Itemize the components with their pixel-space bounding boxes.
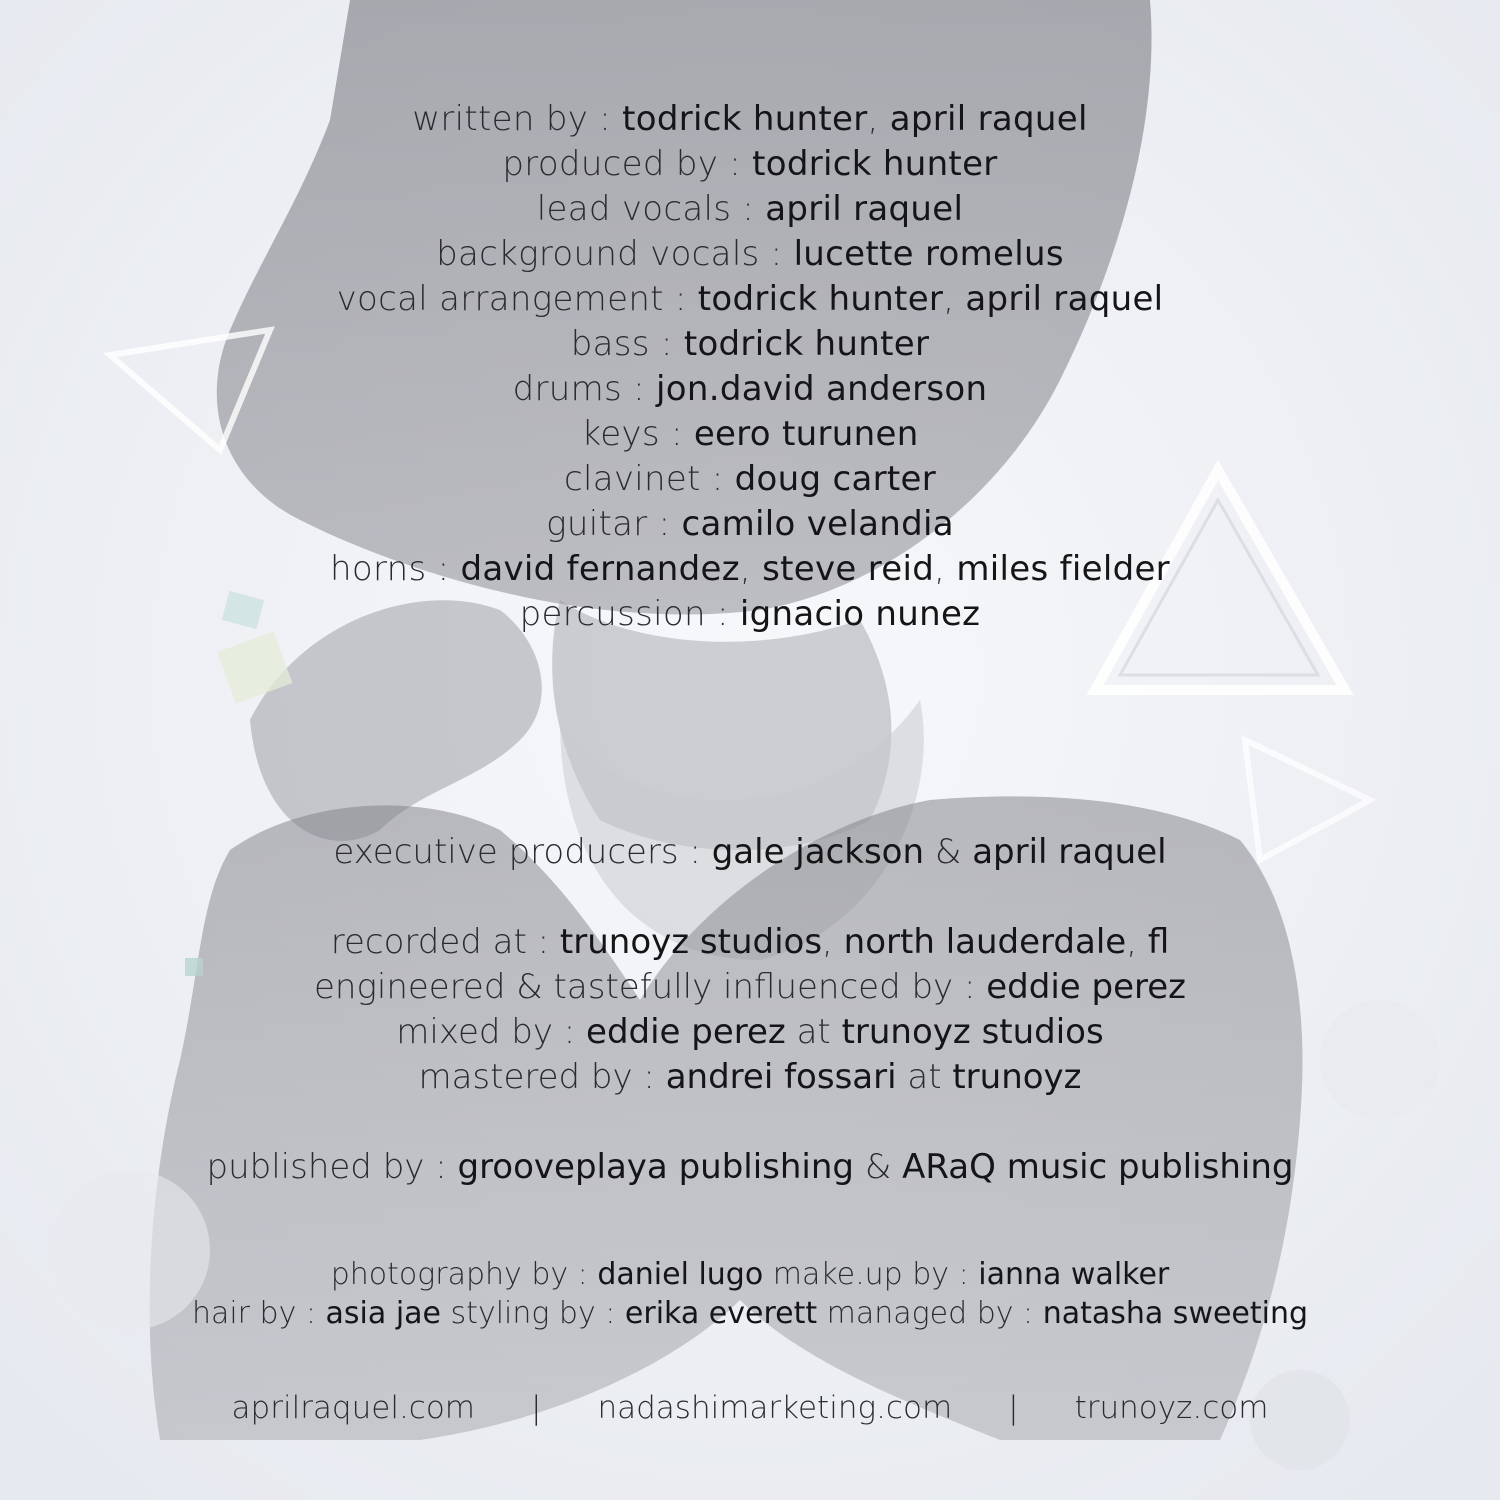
credit-label: keys : [581, 414, 683, 454]
executive-producer-1: gale jackson [711, 832, 925, 872]
credit-label: lead vocals : [536, 189, 755, 229]
credit-line [0, 592, 1500, 637]
recording-credits [0, 920, 1500, 1100]
credit-line [0, 502, 1500, 547]
credit-line [0, 142, 1500, 187]
link-divider: | [531, 1390, 542, 1426]
credit-label: drums : [512, 369, 645, 409]
credit-label: bass : [570, 324, 673, 364]
credit-label: vocal arrangement : [336, 279, 687, 319]
engineered-value: eddie perez [986, 967, 1186, 1007]
mastered-label: mastered by : [418, 1057, 655, 1097]
published-by-label: published by : [206, 1147, 447, 1187]
photography-label: photography by : [330, 1257, 588, 1292]
credit-name: april raquel [889, 99, 1088, 139]
credit-line [0, 277, 1500, 322]
mastered-line [0, 1055, 1500, 1100]
makeup-value: ianna walker [978, 1257, 1170, 1292]
comma: , [943, 279, 955, 319]
hair-label: hair by : [191, 1296, 316, 1331]
mixed-label: mixed by : [396, 1012, 576, 1052]
recorded-at-label: recorded at : [330, 922, 550, 962]
recorded-at-line [0, 920, 1500, 965]
credit-line [0, 547, 1500, 592]
managed-label: managed by : [826, 1296, 1034, 1331]
link-trunoyz[interactable]: trunoyz.com [1074, 1390, 1269, 1426]
mastered-value: andrei fossari [665, 1057, 897, 1097]
mastered-place: trunoyz [952, 1057, 1082, 1097]
website-links [0, 1387, 1500, 1429]
credit-name: todrick hunter [697, 279, 944, 319]
executive-producer-2: april raquel [972, 832, 1167, 872]
credit-name: eero turunen [693, 414, 919, 454]
credit-line [0, 412, 1500, 457]
credit-name: todrick hunter [622, 99, 868, 139]
mastered-at: at [907, 1057, 942, 1097]
comma: , [934, 549, 946, 589]
credit-name: camilo velandia [681, 504, 954, 544]
credit-line [0, 322, 1500, 367]
credit-name: doug carter [734, 459, 937, 499]
hair-value: asia jae [325, 1296, 441, 1331]
photography-value: daniel lugo [597, 1257, 764, 1292]
comma: , [739, 549, 752, 589]
credit-label: guitar : [546, 504, 671, 544]
mixed-place: trunoyz studios [841, 1012, 1104, 1052]
engineered-line [0, 965, 1500, 1010]
recorded-at-state: fl [1147, 922, 1170, 962]
recorded-at-studio: trunoyz studios [559, 922, 823, 962]
credit-label: percussion : [519, 594, 729, 634]
executive-producers-label: executive producers : [333, 832, 701, 872]
link-divider: | [1008, 1390, 1019, 1426]
credit-label: horns : [330, 549, 450, 589]
credit-line [0, 367, 1500, 412]
credit-name: todrick hunter [752, 144, 998, 184]
mixed-value: eddie perez [586, 1012, 786, 1052]
credit-line [0, 232, 1500, 277]
crew-line-1 [0, 1255, 1500, 1294]
credit-name: april raquel [765, 189, 964, 229]
engineered-label: engineered & tastefully influenced by : [314, 967, 976, 1007]
credit-name: jon.david anderson [656, 369, 988, 409]
credit-label: produced by : [502, 144, 742, 184]
credit-label: background vocals : [436, 234, 783, 274]
credit-line [0, 457, 1500, 502]
credit-name: april raquel [965, 279, 1164, 319]
mixed-at: at [796, 1012, 831, 1052]
credit-name: lucette romelus [793, 234, 1064, 274]
executive-producers [0, 830, 1500, 875]
credit-name: david fernandez [460, 549, 740, 589]
credit-label: written by : [412, 99, 611, 139]
credit-name: todrick hunter [683, 324, 930, 364]
styling-value: erika everett [624, 1296, 818, 1331]
credits-list [0, 97, 1500, 637]
comma: , [1126, 922, 1137, 962]
credit-line [0, 187, 1500, 232]
credit-label: clavinet : [563, 459, 724, 499]
credit-name: miles fielder [956, 549, 1170, 589]
credit-name: steve reid [762, 549, 935, 589]
comma: , [822, 922, 833, 962]
credit-name: ignacio nunez [739, 594, 981, 634]
recorded-at-city: north lauderdale [843, 922, 1127, 962]
publishing-credits [0, 1145, 1500, 1190]
ampersand: & [864, 1147, 892, 1187]
link-aprilraquel[interactable]: aprilraquel.com [231, 1390, 476, 1426]
publisher-2: ARaQ music publishing [902, 1147, 1294, 1187]
credit-line [0, 97, 1500, 142]
comma: , [867, 99, 879, 139]
styling-label: styling by : [450, 1296, 616, 1331]
ampersand: & [934, 832, 962, 872]
link-nadashimarketing[interactable]: nadashimarketing.com [597, 1390, 953, 1426]
makeup-label: make.up by : [772, 1257, 969, 1292]
mixed-line [0, 1010, 1500, 1055]
crew-credits [0, 1255, 1500, 1333]
managed-value: natasha sweeting [1042, 1296, 1309, 1331]
publisher-1: grooveplaya publishing [457, 1147, 855, 1187]
crew-line-2 [0, 1294, 1500, 1333]
